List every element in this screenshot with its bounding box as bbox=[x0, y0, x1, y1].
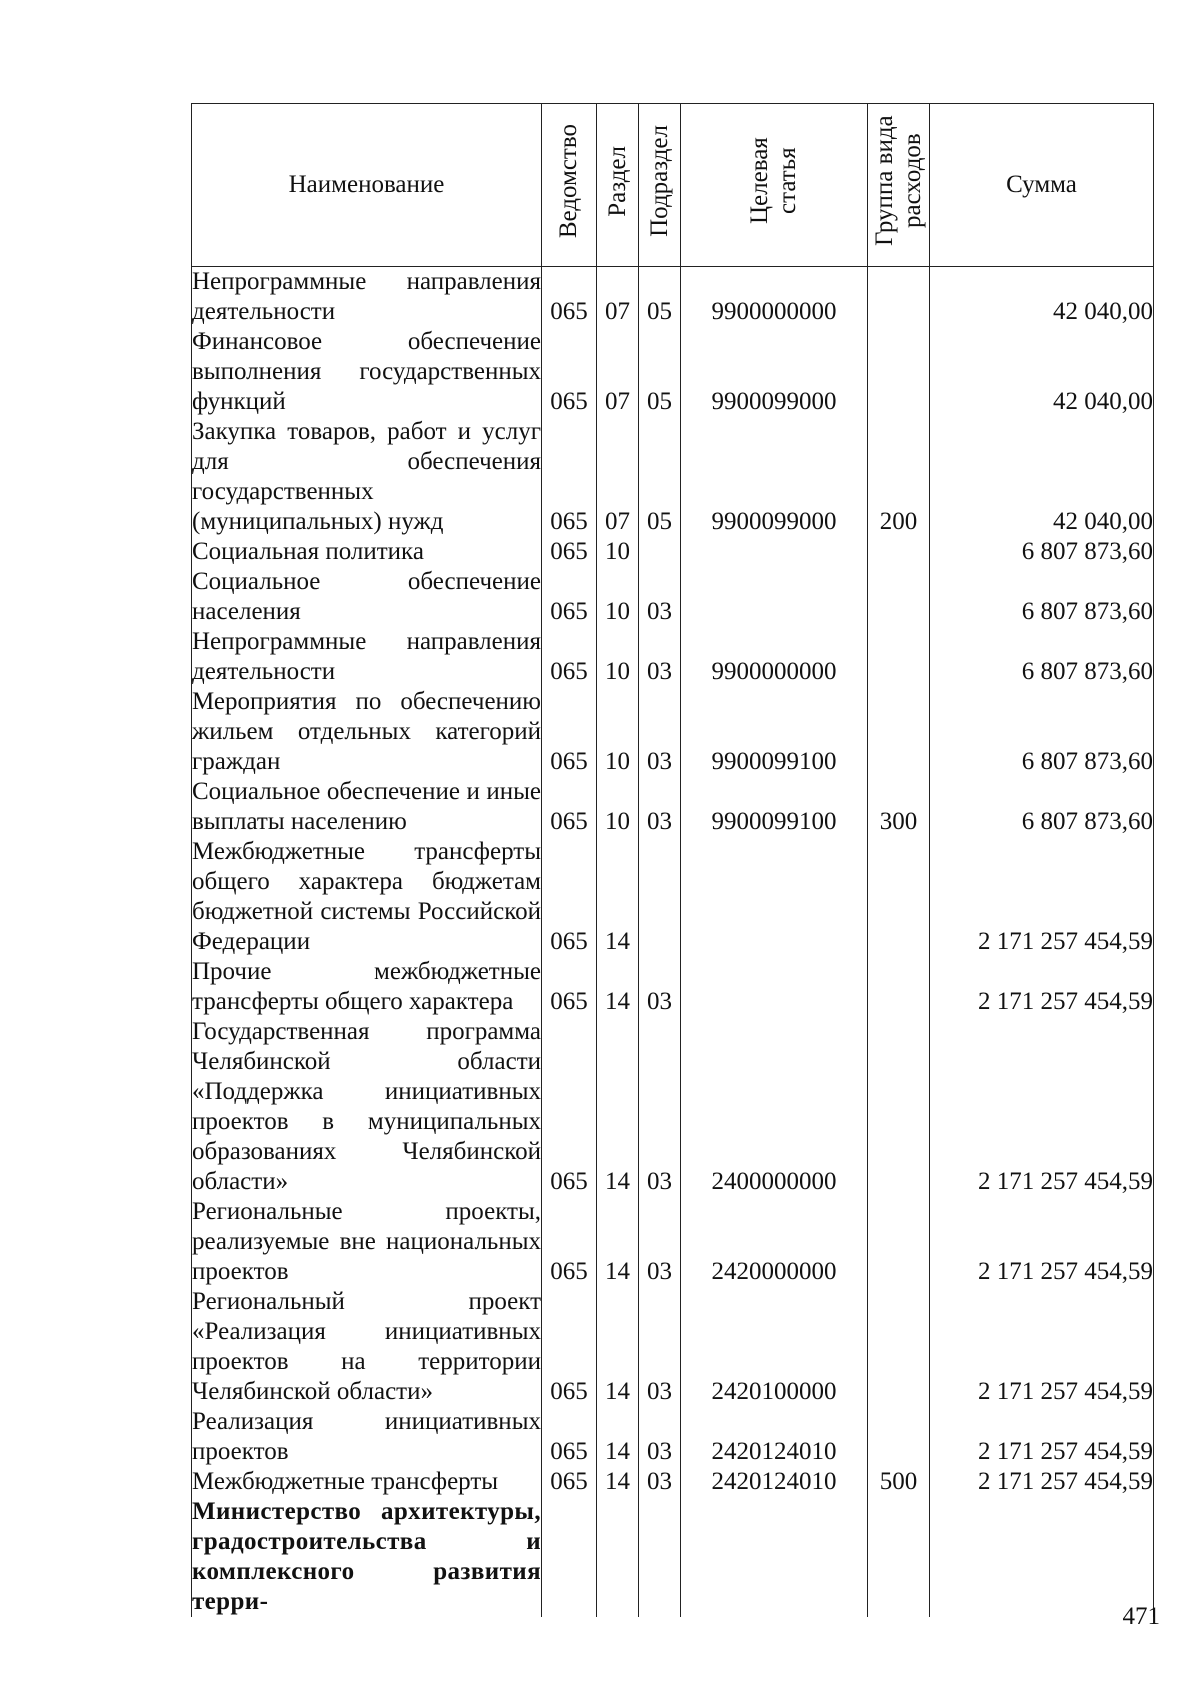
cell-vedomstvo: 065 bbox=[542, 1017, 597, 1197]
cell-name: Региональный проект «Реализация инициативных проектов на территории Челябинской области» bbox=[192, 1288, 541, 1405]
cell-vedomstvo: 065 bbox=[542, 1197, 597, 1287]
cell-razdel: 07 bbox=[597, 327, 639, 417]
cell-vedomstvo: 065 bbox=[542, 1467, 597, 1497]
table-row bbox=[192, 1287, 1154, 1407]
cell-name: Межбюджетные трансферты общего характера бюджетам бюджетной системы Российской Федерации bbox=[192, 838, 541, 955]
cell-vedomstvo: 065 bbox=[542, 957, 597, 1017]
cell-gruppa-vida bbox=[868, 957, 930, 1017]
cell-name: Мероприятия по обеспечению жильем отдельных категорий граждан bbox=[192, 688, 541, 775]
cell-celevaya-statya: 2420000000 bbox=[681, 1197, 868, 1287]
cell-celevaya-statya: 9900000000 bbox=[681, 627, 868, 687]
header-celevaya-statya: Целевая статья bbox=[681, 104, 868, 267]
cell-razdel: 14 bbox=[597, 1287, 639, 1407]
cell-name: Региональные проекты, реализуемые вне национальных проектов bbox=[192, 1198, 541, 1285]
cell-razdel: 14 bbox=[597, 957, 639, 1017]
cell-celevaya-statya: 2400000000 bbox=[681, 1017, 868, 1197]
cell-razdel: 10 bbox=[597, 777, 639, 837]
cell-name: Межбюджетные трансферты bbox=[192, 1467, 542, 1497]
cell-podrazdel: 03 bbox=[639, 1467, 681, 1497]
cell-podrazdel bbox=[639, 537, 681, 567]
cell-razdel bbox=[597, 1497, 639, 1617]
cell-celevaya-statya: 9900099100 bbox=[681, 777, 868, 837]
budget-table bbox=[191, 103, 1154, 1617]
cell-summa: 6 807 873,60 bbox=[930, 567, 1154, 627]
cell-summa: 2 171 257 454,59 bbox=[930, 1197, 1154, 1287]
cell-name: Социальное обеспечение населения bbox=[192, 568, 541, 625]
cell-vedomstvo: 065 bbox=[542, 1407, 597, 1467]
cell-name: Непрограммные направления деятельности bbox=[192, 268, 541, 325]
page-number: 471 bbox=[1122, 1603, 1160, 1630]
cell-vedomstvo: 065 bbox=[542, 687, 597, 777]
cell-name: Социальное обеспечение и иные выплаты населению bbox=[192, 778, 541, 835]
cell-summa: 6 807 873,60 bbox=[930, 777, 1154, 837]
cell-vedomstvo: 065 bbox=[542, 267, 597, 328]
header-podrazdel: Подраздел bbox=[639, 104, 681, 267]
table-row bbox=[192, 267, 1154, 328]
cell-gruppa-vida: 500 bbox=[868, 1467, 930, 1497]
cell-razdel: 07 bbox=[597, 267, 639, 328]
cell-podrazdel: 03 bbox=[639, 777, 681, 837]
cell-podrazdel: 05 bbox=[639, 327, 681, 417]
cell-celevaya-statya bbox=[681, 537, 868, 567]
cell-razdel: 14 bbox=[597, 1197, 639, 1287]
table-row bbox=[192, 417, 1154, 537]
cell-summa: 2 171 257 454,59 bbox=[930, 1467, 1154, 1497]
cell-podrazdel: 03 bbox=[639, 1017, 681, 1197]
cell-summa: 2 171 257 454,59 bbox=[930, 1407, 1154, 1467]
cell-celevaya-statya bbox=[681, 567, 868, 627]
cell-podrazdel bbox=[639, 1497, 681, 1617]
cell-podrazdel: 03 bbox=[639, 687, 681, 777]
cell-gruppa-vida bbox=[868, 1017, 930, 1197]
table-row bbox=[192, 537, 1154, 567]
cell-celevaya-statya: 9900099000 bbox=[681, 327, 868, 417]
table-row bbox=[192, 327, 1154, 417]
cell-gruppa-vida bbox=[868, 537, 930, 567]
table-row bbox=[192, 1197, 1154, 1287]
cell-name: Непрограммные направления деятельности bbox=[192, 628, 541, 685]
cell-name: Прочие межбюджетные трансферты общего характера bbox=[192, 958, 541, 1015]
cell-razdel: 10 bbox=[597, 537, 639, 567]
cell-name: Финансовое обеспечение выполнения государственных функций bbox=[192, 328, 541, 415]
cell-summa: 42 040,00 bbox=[930, 327, 1154, 417]
cell-summa: 6 807 873,60 bbox=[930, 627, 1154, 687]
cell-gruppa-vida bbox=[868, 327, 930, 417]
cell-podrazdel bbox=[639, 837, 681, 957]
cell-summa: 6 807 873,60 bbox=[930, 687, 1154, 777]
cell-vedomstvo: 065 bbox=[542, 777, 597, 837]
cell-vedomstvo: 065 bbox=[542, 537, 597, 567]
cell-summa: 2 171 257 454,59 bbox=[930, 837, 1154, 957]
cell-gruppa-vida bbox=[868, 837, 930, 957]
cell-celevaya-statya bbox=[681, 1497, 868, 1617]
table-row bbox=[192, 1497, 1154, 1617]
cell-razdel: 10 bbox=[597, 627, 639, 687]
table-row bbox=[192, 837, 1154, 957]
cell-gruppa-vida bbox=[868, 1197, 930, 1287]
cell-gruppa-vida bbox=[868, 687, 930, 777]
cell-podrazdel: 03 bbox=[639, 627, 681, 687]
cell-gruppa-vida: 200 bbox=[868, 417, 930, 537]
cell-summa: 42 040,00 bbox=[930, 417, 1154, 537]
header-razdel: Раздел bbox=[597, 104, 639, 267]
cell-podrazdel: 05 bbox=[639, 267, 681, 328]
header-vedomstvo: Ведомство bbox=[542, 104, 597, 267]
cell-razdel: 14 bbox=[597, 1017, 639, 1197]
cell-vedomstvo: 065 bbox=[542, 417, 597, 537]
cell-vedomstvo: 065 bbox=[542, 567, 597, 627]
cell-celevaya-statya: 2420124010 bbox=[681, 1407, 868, 1467]
cell-celevaya-statya: 9900099000 bbox=[681, 417, 868, 537]
cell-razdel: 07 bbox=[597, 417, 639, 537]
cell-summa: 2 171 257 454,59 bbox=[930, 957, 1154, 1017]
table-row bbox=[192, 1407, 1154, 1467]
table-row bbox=[192, 1017, 1154, 1197]
cell-razdel: 14 bbox=[597, 837, 639, 957]
cell-vedomstvo: 065 bbox=[542, 837, 597, 957]
cell-gruppa-vida bbox=[868, 1407, 930, 1467]
cell-celevaya-statya bbox=[681, 957, 868, 1017]
cell-name: Социальная политика bbox=[192, 537, 542, 567]
cell-razdel: 14 bbox=[597, 1467, 639, 1497]
cell-celevaya-statya: 2420124010 bbox=[681, 1467, 868, 1497]
cell-gruppa-vida bbox=[868, 1497, 930, 1617]
cell-name: Закупка товаров, работ и услуг для обеспечения государственных (муниципальных) нужд bbox=[192, 418, 541, 535]
cell-razdel: 10 bbox=[597, 687, 639, 777]
cell-celevaya-statya bbox=[681, 837, 868, 957]
cell-vedomstvo: 065 bbox=[542, 1287, 597, 1407]
header-summa: Сумма bbox=[930, 104, 1154, 267]
cell-podrazdel: 03 bbox=[639, 1197, 681, 1287]
table-row bbox=[192, 687, 1154, 777]
cell-vedomstvo: 065 bbox=[542, 627, 597, 687]
cell-name: Министерство архитектуры, градостроительства и комплексного развития терри- bbox=[192, 1498, 541, 1615]
cell-summa: 42 040,00 bbox=[930, 267, 1154, 328]
cell-razdel: 10 bbox=[597, 567, 639, 627]
cell-summa bbox=[930, 1497, 1154, 1617]
cell-podrazdel: 05 bbox=[639, 417, 681, 537]
cell-summa: 2 171 257 454,59 bbox=[930, 1287, 1154, 1407]
cell-podrazdel: 03 bbox=[639, 1407, 681, 1467]
cell-summa: 6 807 873,60 bbox=[930, 537, 1154, 567]
table-row bbox=[192, 1467, 1154, 1497]
cell-podrazdel: 03 bbox=[639, 957, 681, 1017]
header-name: Наименование bbox=[192, 104, 542, 267]
cell-vedomstvo bbox=[542, 1497, 597, 1617]
cell-gruppa-vida bbox=[868, 1287, 930, 1407]
table-row bbox=[192, 627, 1154, 687]
cell-razdel: 14 bbox=[597, 1407, 639, 1467]
table-row bbox=[192, 777, 1154, 837]
cell-name: Государственная программа Челябинской области «Поддержка инициативных проектов в муниципальных образованиях Челябинской области» bbox=[192, 1018, 541, 1195]
table-header bbox=[192, 104, 1154, 267]
table-row bbox=[192, 957, 1154, 1017]
cell-name: Реализация инициативных проектов bbox=[192, 1408, 541, 1465]
table-row bbox=[192, 567, 1154, 627]
cell-celevaya-statya: 2420100000 bbox=[681, 1287, 868, 1407]
cell-gruppa-vida: 300 bbox=[868, 777, 930, 837]
cell-summa: 2 171 257 454,59 bbox=[930, 1017, 1154, 1197]
header-gruppa-vida-rashodov: Группа вида расходов bbox=[868, 104, 930, 267]
cell-vedomstvo: 065 bbox=[542, 327, 597, 417]
table-body bbox=[192, 267, 1154, 1618]
cell-celevaya-statya: 9900000000 bbox=[681, 267, 868, 328]
cell-gruppa-vida bbox=[868, 567, 930, 627]
cell-gruppa-vida bbox=[868, 267, 930, 328]
cell-gruppa-vida bbox=[868, 627, 930, 687]
cell-celevaya-statya: 9900099100 bbox=[681, 687, 868, 777]
cell-podrazdel: 03 bbox=[639, 567, 681, 627]
cell-podrazdel: 03 bbox=[639, 1287, 681, 1407]
